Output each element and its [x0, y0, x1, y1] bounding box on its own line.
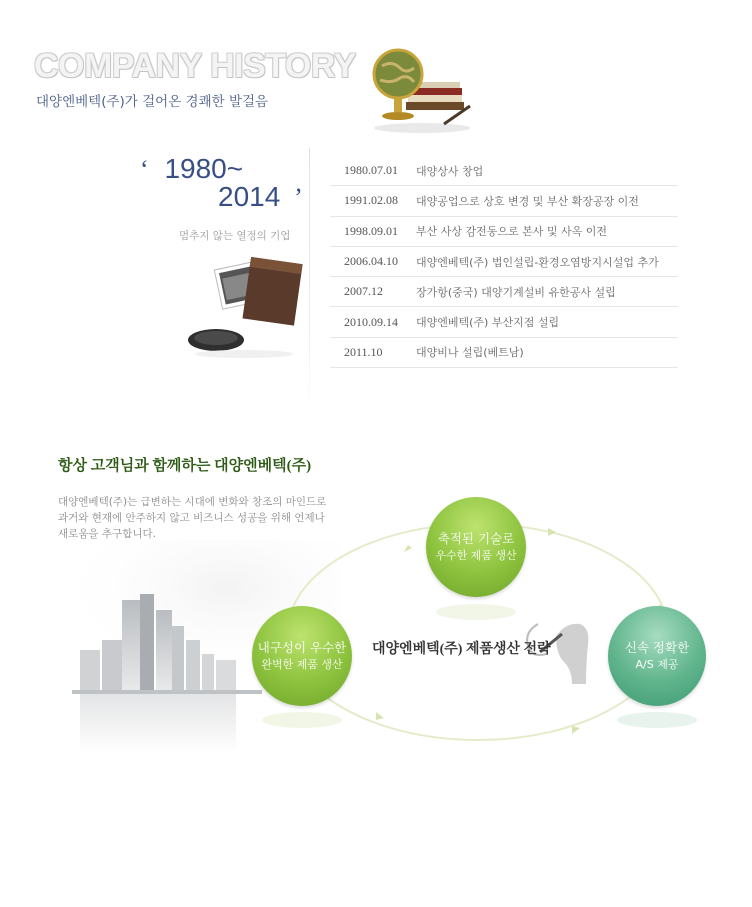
open-quote: ‘: [140, 155, 149, 184]
history-row: 1991.02.08 대양공업으로 상호 변경 및 부산 확장공장 이전: [330, 186, 678, 216]
year-start: 1980~: [164, 153, 244, 184]
strategy-label: 대양엔베텍(주) 제품생산 전략: [372, 642, 551, 657]
page-subtitle: 대양엔베텍(주)가 걸어온 경쾌한 발걸음: [36, 94, 269, 110]
section-description: 대양엔베텍(주)는 급변하는 시대에 변화와 창조의 마인드로 과거와 현재에 안주하지 않고 비즈니스 성공을 위해 언제나 새로움을 추구합니다.: [58, 496, 327, 540]
close-quote: ’: [294, 183, 303, 212]
years-caption: 멈추지 않는 열정의 기업: [179, 230, 291, 242]
year-end: 2014: [218, 181, 281, 212]
history-row: 1980.07.01 대양상사 창업: [330, 156, 678, 186]
history-row: 2011.10 대양비나 설립(베트남): [330, 338, 678, 368]
history-row: 1998.09.01 부산 사상 감전동으로 본사 및 사옥 이전: [330, 217, 678, 247]
section-title: 항상 고객님과 함께하는 대양엔베텍(주): [58, 458, 312, 474]
circle-service: 신속 정확한 A/S 제공: [608, 606, 706, 706]
history-row: 2007.12 장가항(중국) 대양기계설비 유한공사 설립: [330, 277, 678, 307]
history-row: 2006.04.10 대양엔베텍(주) 법인설립-환경오염방지시설업 추가: [330, 247, 678, 277]
history-row: 2010.09.14 대양엔베텍(주) 부산지점 설립: [330, 307, 678, 337]
circle-durability: 내구성이 우수한 완벽한 제품 생산: [252, 606, 352, 706]
page-title: COMPANY HISTORY: [34, 47, 356, 85]
circle-technology: 축적된 기술로 우수한 제품 생산: [426, 497, 526, 597]
